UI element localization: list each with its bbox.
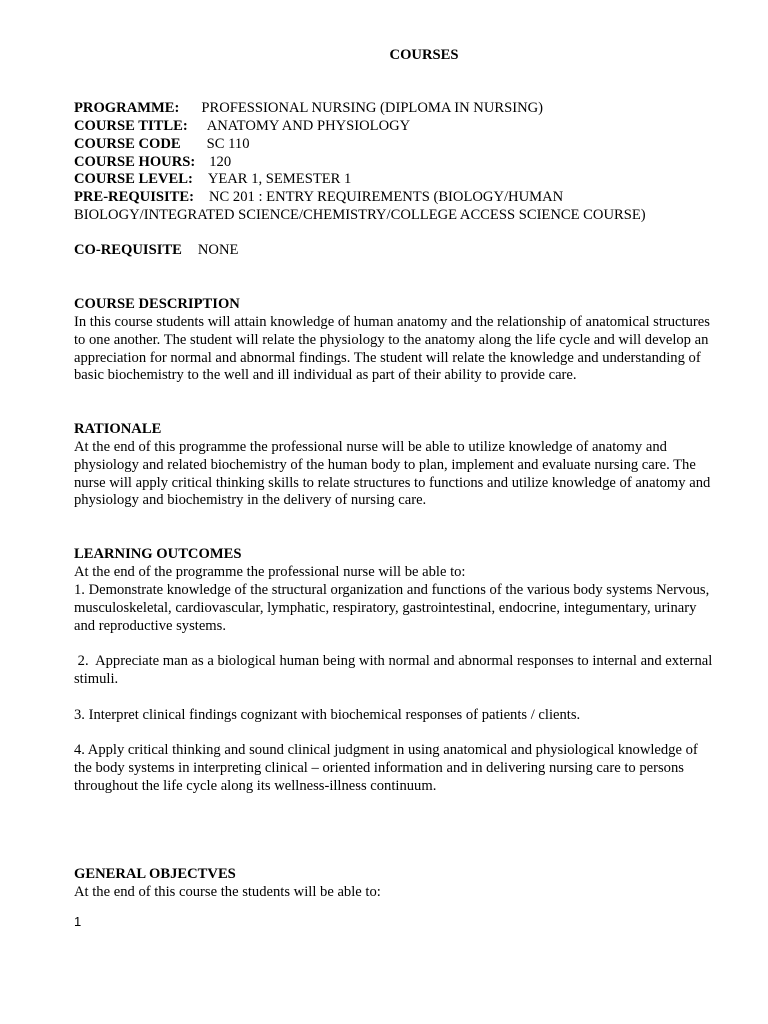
course-code-row [74,136,250,154]
rationale-heading: RATIONALE [74,421,162,437]
course-title-value: ANATOMY AND PHYSIOLOGY [206,118,411,134]
learning-outcome-3: 3. Interpret clinical findings cognizant with biochemical responses of patients / clients. [74,707,581,723]
rationale-text: At the end of this programme the professional nurse will be able to utilize knowledge of anatomy and physiology and related biochemistry of the human body to plan, implement and evaluate nursing care. The nurse will apply critical thinking skills to relate structures to functions and utilize knowledge of anatomy and physiology and biochemistry in the delivery of nursing care. [74,439,711,509]
course-code-value: SC 110 [206,136,250,152]
course-level-row [74,171,351,189]
learning-outcome-1: 1. Demonstrate knowledge of the structural organization and functions of the various body systems Nervous, musculoskeletal, cardiovascular, lymphatic, respiratory, gastrointestinal, endocrine, integumentary, urinary and reproductive systems. [74,582,710,634]
course-code-label: COURSE CODE [74,136,181,152]
learning-outcomes-heading: LEARNING OUTCOMES [74,546,242,562]
corequisite-label: CO-REQUISITE [74,242,182,258]
general-objectives-intro: At the end of this course the students will be able to: [74,884,381,900]
course-title-row [74,118,410,136]
course-hours-label: COURSE HOURS: [74,154,196,170]
course-description-heading: COURSE DESCRIPTION [74,296,240,312]
page-number: 1 [74,914,82,929]
programme-value: PROFESSIONAL NURSING (DIPLOMA IN NURSING) [201,100,544,116]
course-hours-row [74,154,231,172]
course-title-label: COURSE TITLE: [74,118,188,134]
prerequisite-value: NC 201 : ENTRY REQUIREMENTS (BIOLOGY/HUMAN [209,189,564,205]
programme-row [74,100,543,118]
programme-label: PROGRAMME: [74,100,180,116]
course-description-text: In this course students will attain knowledge of human anatomy and the relationship of anatomical structures to one another. The student will relate the physiology to the anatomy along the life cycle and will develop an appreciation for normal and abnormal findings. The student will relate the knowledge and understanding of basic biochemistry to the well and ill individual as part of their ability to provide care. [74,314,710,384]
prerequisite-label: PRE-REQUISITE: [74,189,195,205]
learning-outcome-2: 2. Appreciate man as a biological human being with normal and abnormal responses to internal and external stimuli. [74,653,716,687]
learning-outcome-4: 4. Apply critical thinking and sound clinical judgment in using anatomical and physiological knowledge of the body systems in interpreting clinical – oriented information and in delivering nursing care to persons throughout the life cycle along its wellness-illness continuum. [74,742,698,794]
corequisite-value: NONE [197,242,239,258]
prerequisite-row [74,189,563,207]
page-title: COURSES [389,47,459,63]
corequisite-row [74,242,238,260]
prerequisite-continuation: BIOLOGY/INTEGRATED SCIENCE/CHEMISTRY/COLLEGE ACCESS SCIENCE COURSE) [74,207,646,223]
course-level-value: YEAR 1, SEMESTER 1 [207,171,352,187]
course-hours-value: 120 [209,154,232,170]
learning-outcomes-intro: At the end of the programme the professional nurse will be able to: [74,564,466,580]
course-level-label: COURSE LEVEL: [74,171,193,187]
general-objectives-heading: GENERAL OBJECTVES [74,866,236,882]
